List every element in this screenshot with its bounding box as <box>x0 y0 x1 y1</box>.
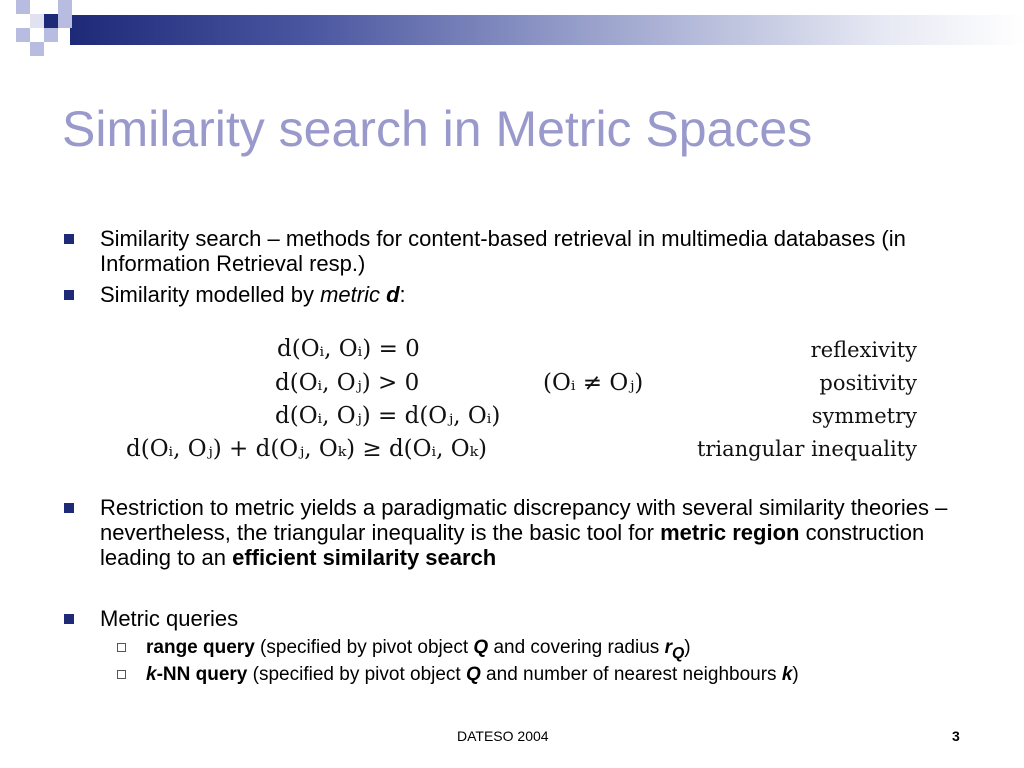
property-positivity: positivity <box>819 371 917 395</box>
knn-query-label: -NN query <box>156 664 248 685</box>
bullet-2-metric: metric <box>320 282 380 307</box>
header-square-7 <box>44 28 58 42</box>
bullet-3-part1: Restriction to metric yields a paradigmatic discrepancy with several similarity theories – nevertheless, the triangular inequality is the basic tool for <box>100 495 948 545</box>
header-square-6 <box>16 28 30 42</box>
bullet-marker-1 <box>64 234 74 244</box>
sub-2-text2: and number of nearest neighbours <box>480 664 782 685</box>
sub-bullet-text-2 <box>146 663 996 687</box>
header-square-1 <box>16 0 30 14</box>
bullet-3-metric-region: metric region <box>660 520 800 545</box>
property-reflexivity: reflexivity <box>810 338 917 362</box>
header-square-4 <box>44 14 58 28</box>
bullet-text-2 <box>100 282 970 307</box>
sub-bullet-marker-1 <box>117 643 126 652</box>
slide-title: Similarity search in Metric Spaces <box>62 101 813 157</box>
sub-bullet-text-1 <box>146 636 996 666</box>
sub-1-end: ) <box>684 637 691 658</box>
sub-1-q: Q <box>473 637 489 658</box>
sub-1-r: r <box>664 637 672 658</box>
footer-page-number: 3 <box>952 728 960 744</box>
header-square-5 <box>58 14 72 28</box>
sub-1-text2: and covering radius <box>488 637 665 658</box>
range-query-label: range query <box>146 637 255 658</box>
sub-2-text: (specified by pivot object <box>247 664 466 685</box>
bullet-3-efficient-search: efficient similarity search <box>232 545 497 570</box>
bullet-text-4: Metric queries <box>100 606 239 631</box>
bullet-text-1: Similarity search – methods for content-based retrieval in multimedia databases (in Information Retrieval resp.) <box>100 226 906 276</box>
bullet-text-3 <box>100 495 970 570</box>
bullet-2-d: d <box>386 282 400 307</box>
bullet-marker-3 <box>64 503 74 513</box>
header-square-8 <box>30 42 44 56</box>
bullet-marker-2 <box>64 290 74 300</box>
formula-symmetry: d(Oᵢ, Oⱼ) = d(Oⱼ, Oᵢ) <box>275 403 501 429</box>
sub-bullet-marker-2 <box>117 670 126 679</box>
sub-1-text: (specified by pivot object <box>254 637 474 658</box>
bullet-marker-4 <box>64 614 74 624</box>
sub-2-end: ) <box>792 664 799 685</box>
sub-1-rq-subscript: Q <box>671 644 685 662</box>
property-triangular: triangular inequality <box>696 437 917 461</box>
bullet-2-suffix: : <box>399 282 406 307</box>
formula-reflexivity: d(Oᵢ, Oᵢ) = 0 <box>277 336 420 362</box>
header-square-2 <box>58 0 72 14</box>
footer-conference: DATESO 2004 <box>457 728 549 744</box>
formula-positivity-condition: (Oᵢ ≠ Oⱼ) <box>543 370 644 396</box>
bullet-3-part2: construction leading to an <box>100 520 925 570</box>
knn-k: k <box>146 664 157 685</box>
sub-2-q: Q <box>466 664 481 685</box>
bullet-2-prefix: Similarity modelled by <box>100 282 321 307</box>
formula-triangular: d(Oᵢ, Oⱼ) + d(Oⱼ, Oₖ) ≥ d(Oᵢ, Oₖ) <box>126 436 487 462</box>
sub-2-k: k <box>781 664 793 685</box>
formula-positivity: d(Oᵢ, Oⱼ) > 0 <box>275 370 420 396</box>
header-gradient-bar <box>70 15 1024 45</box>
header-square-3 <box>30 14 44 28</box>
property-symmetry: symmetry <box>811 404 917 428</box>
